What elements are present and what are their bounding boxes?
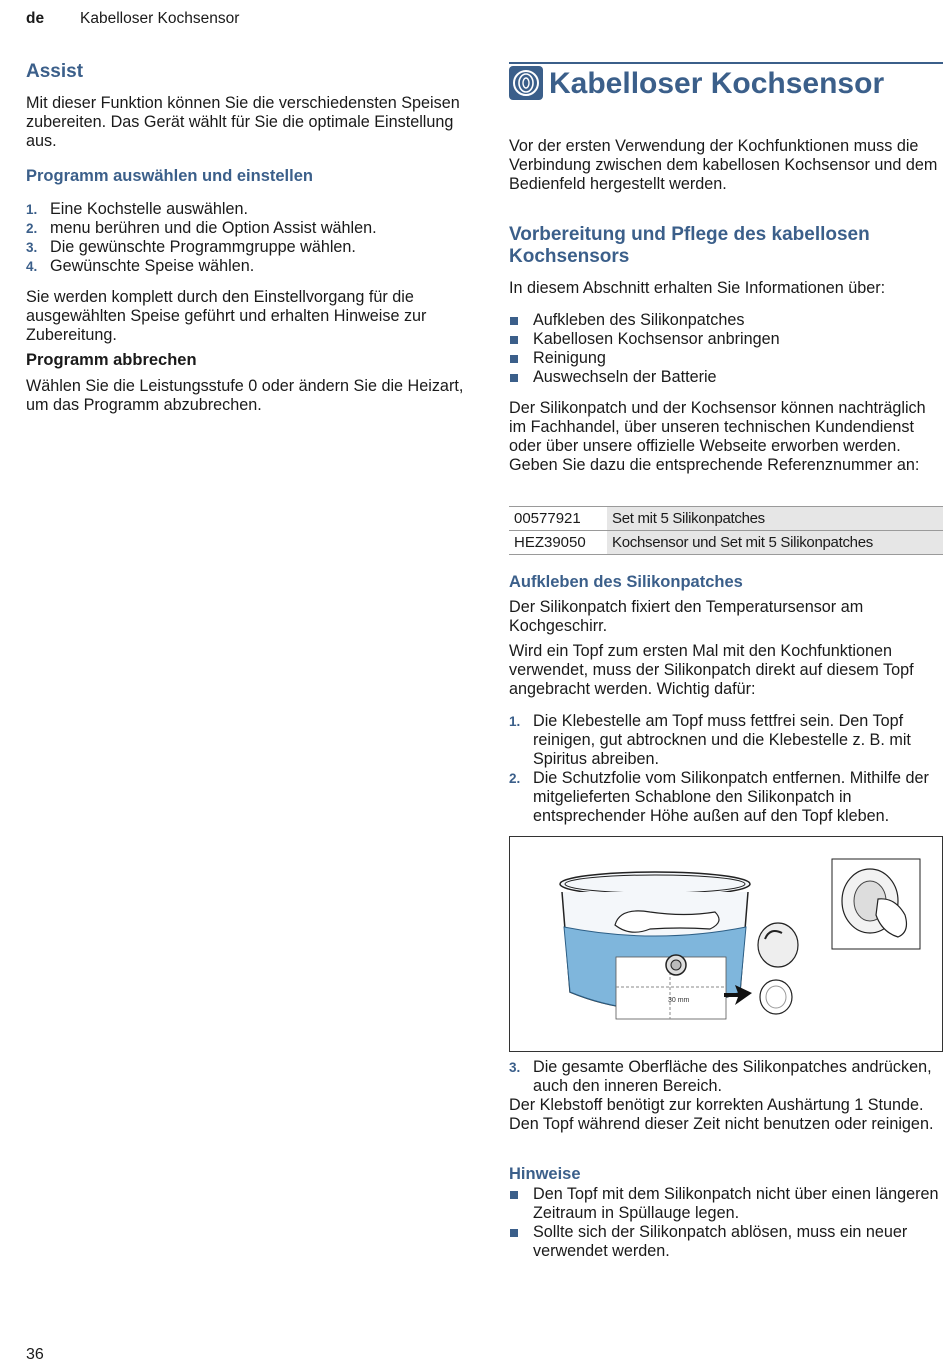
list-item: 2. Die Schutzfolie vom Silikonpatch entfernen. Mithilfe der mitgelieferten Schablone den Silikonpatch in entsprechender Höhe außen auf den Topf kleben.	[509, 769, 929, 825]
main-intro: Vor der ersten Verwendung der Kochfunktionen muss die Verbindung zwischen dem kabellosen Kochsensor und dem Bedienfeld hergestellt werden.	[509, 137, 938, 193]
patch-steps	[509, 712, 943, 826]
cancel-text: Wählen Sie die Leistungsstufe 0 oder ändern Sie die Heizart, um das Programm abzubrechen.	[26, 377, 464, 414]
page-number: 36	[26, 1346, 44, 1363]
purchase-text: Der Silikonpatch und der Kochsensor können nachträglich im Fachhandel, über unseren technischen Kundendienst oder über unsere offizielle Webseite erworben werden. Geben Sie dazu die entsprechende Referenznummer an:	[509, 399, 926, 474]
cancel-heading: Programm abbrechen	[26, 351, 197, 369]
cure-text: Der Klebstoff benötigt zur korrekten Aushärtung 1 Stunde. Den Topf während dieser Zeit nicht benutzen oder reinigen.	[509, 1096, 934, 1133]
ref-description: Set mit 5 Silikonpatches	[607, 507, 943, 531]
list-item: Kabellosen Kochsensor anbringen	[509, 330, 943, 349]
program-heading: Programm auswählen und einstellen	[26, 167, 313, 185]
list-item: Sollte sich der Silikonpatch ablösen, muss ein neuer verwendet werden.	[509, 1223, 943, 1261]
list-item: 2. menu berühren und die Option Assist wählen.	[26, 219, 377, 237]
list-item: 3. Die gewünschte Programmgruppe wählen.	[26, 238, 356, 256]
ref-code: HEZ39050	[509, 531, 607, 555]
prep-heading: Vorbereitung und Pflege des kabellosen Kochsensors	[509, 224, 870, 267]
ref-code: 00577921	[509, 507, 607, 531]
page-title: Kabelloser Kochsensor	[549, 67, 885, 100]
ref-description: Kochsensor und Set mit 5 Silikonpatches	[607, 531, 943, 555]
notes-heading: Hinweise	[509, 1165, 581, 1183]
list-item: Reinigung	[509, 349, 943, 368]
notes-list	[509, 1185, 943, 1261]
prep-intro: In diesem Abschnitt erhalten Sie Informationen über:	[509, 279, 886, 297]
list-item: Den Topf mit dem Silikonpatch nicht über einen längeren Zeitraum in Spüllauge legen.	[509, 1185, 943, 1223]
patch-paragraph-1: Der Silikonpatch fixiert den Temperatursensor am Kochgeschirr.	[509, 598, 864, 635]
table-row	[509, 507, 943, 531]
list-item: 4. Gewünschte Speise wählen.	[26, 257, 255, 275]
reference-table	[509, 506, 943, 555]
table-row	[509, 531, 943, 555]
program-steps	[26, 200, 466, 276]
program-note: Sie werden komplett durch den Einstellvorgang für die ausgewählten Speise geführt und erhalten Hinweise zur Zubereitung.	[26, 288, 427, 344]
section-title-bar	[509, 62, 943, 104]
list-item: 1. Eine Kochstelle auswählen.	[26, 200, 248, 218]
patch-step-3	[509, 1058, 943, 1096]
list-item: 3. Die gesamte Oberfläche des Silikonpatches andrücken, auch den inneren Bereich.	[509, 1058, 932, 1095]
header-title: Kabelloser Kochsensor	[80, 10, 240, 27]
patch-paragraph-2: Wird ein Topf zum ersten Mal mit den Kochfunktionen verwendet, muss der Silikonpatch direkt auf diesem Topf angebracht werden. Wichtig dafür:	[509, 642, 914, 698]
list-item: 1. Die Klebestelle am Topf muss fettfrei sein. Den Topf reinigen, gut abtrocknen und die Klebestelle z. B. mit Spiritus abreiben.	[509, 712, 911, 768]
header-language: de	[26, 10, 45, 27]
measurement-label: 30 mm	[668, 997, 690, 1004]
patch-heading: Aufkleben des Silikonpatches	[509, 573, 743, 591]
sensor-icon	[509, 66, 543, 100]
list-item: Aufkleben des Silikonpatches	[509, 311, 943, 330]
assist-heading: Assist	[26, 61, 84, 82]
assist-intro: Mit dieser Funktion können Sie die verschiedensten Speisen zubereiten. Das Gerät wählt für Sie die optimale Einstellung aus.	[26, 94, 460, 150]
prep-bullet-list	[509, 311, 943, 387]
list-item: Auswechseln der Batterie	[509, 368, 943, 387]
patch-illustration	[509, 836, 943, 1052]
